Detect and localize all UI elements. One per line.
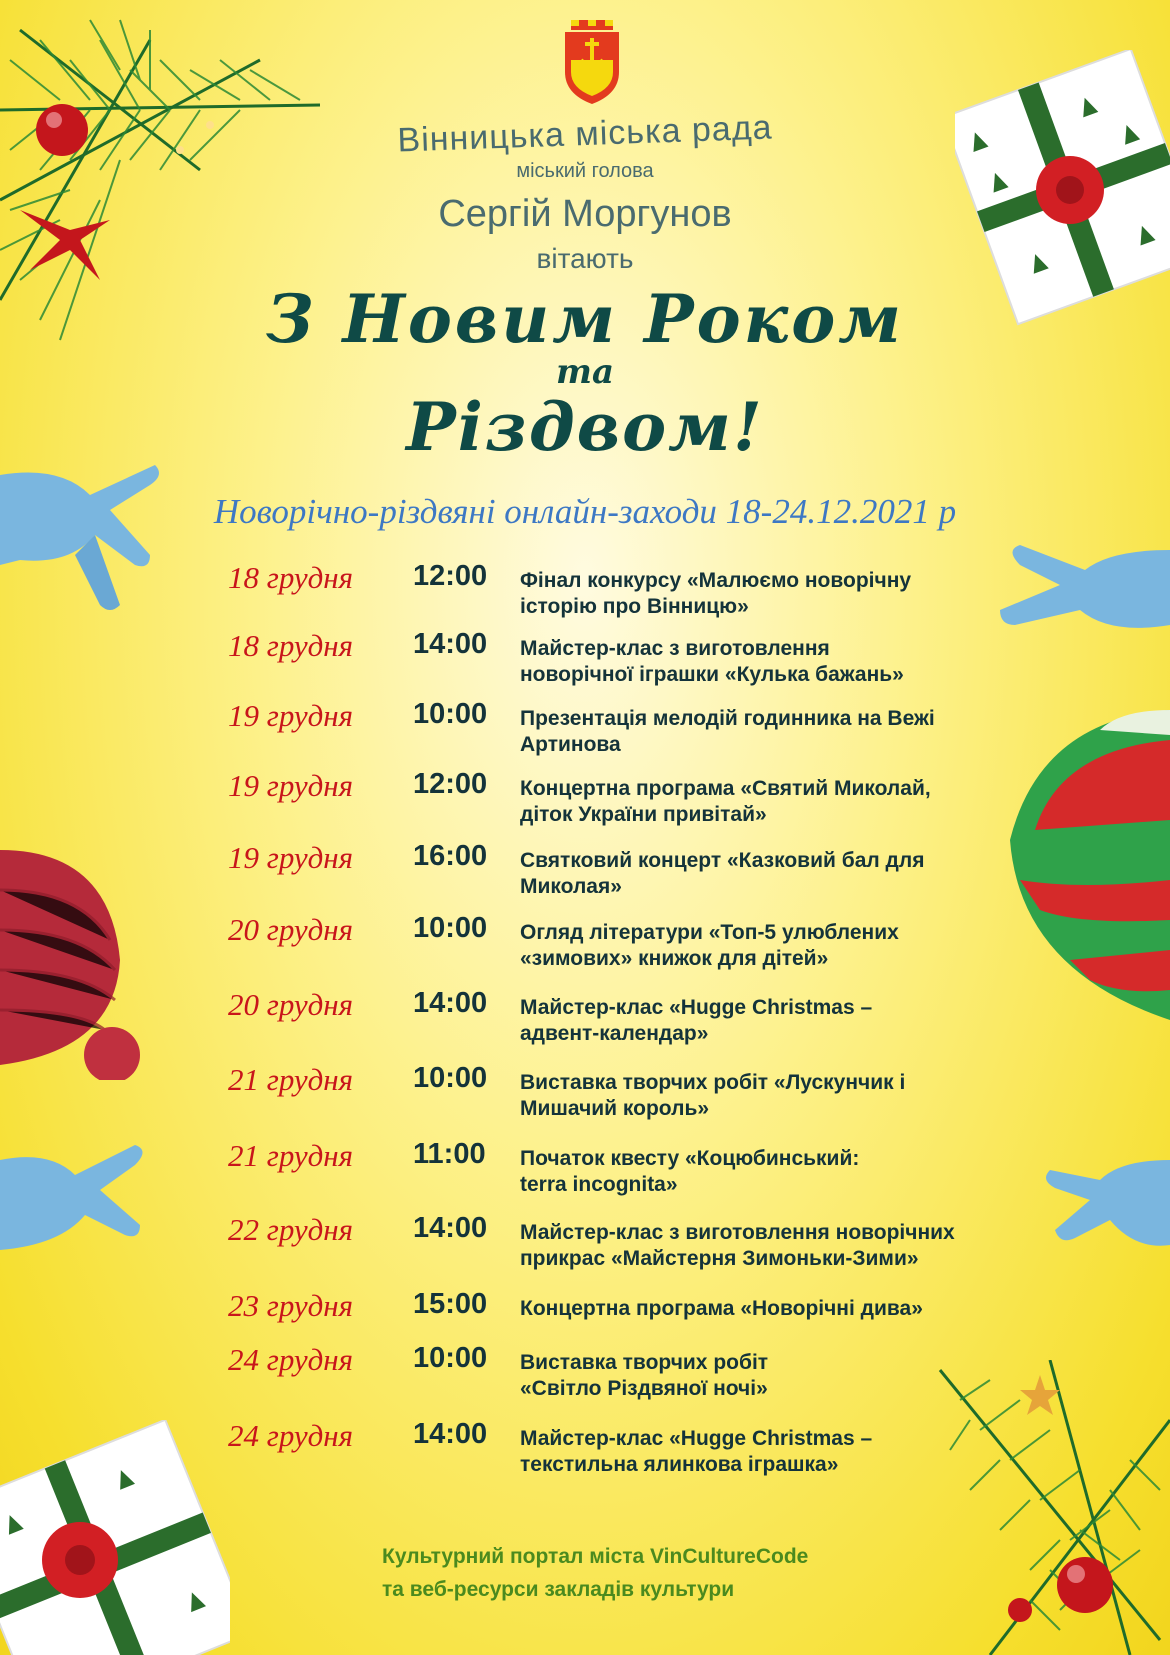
greeting-christmas: Різдвом! xyxy=(406,388,764,466)
event-description: Фінал конкурсу «Малюємо новорічну історію про Вінницю» xyxy=(520,569,912,618)
event-time: 15:00 xyxy=(413,1288,488,1320)
event-row xyxy=(0,698,1170,758)
event-time: 16:00 xyxy=(413,840,488,872)
event-time: 10:00 xyxy=(413,1342,488,1374)
event-time: 14:00 xyxy=(413,628,488,660)
greeting-new-year: З Новим Роком xyxy=(265,280,905,358)
event-description: Концертна програма «Новорічні дива» xyxy=(520,1297,923,1320)
event-time: 10:00 xyxy=(413,912,488,944)
event-row xyxy=(0,1342,1170,1402)
event-description: Святковий концерт «Казковий бал для Миколая» xyxy=(520,849,925,898)
event-row xyxy=(0,768,1170,828)
event-description: Презентація мелодій годинника на Вежі Артинова xyxy=(520,707,935,756)
event-time: 14:00 xyxy=(413,987,488,1019)
greeting-verb: вітають xyxy=(536,243,634,274)
event-description: Концертна програма «Святий Миколай, діток України привітай» xyxy=(520,777,931,826)
event-row xyxy=(0,1212,1170,1272)
event-description: Майстер-клас «Hugge Christmas – адвент-календар» xyxy=(520,996,873,1045)
event-date: 19 грудня xyxy=(228,840,354,875)
city-council-name: Вінницька міська рада xyxy=(396,108,774,160)
event-description: Майстер-клас «Hugge Christmas – текстильна ялинкова іграшка» xyxy=(520,1427,873,1476)
event-row xyxy=(0,840,1170,900)
event-date: 20 грудня xyxy=(228,912,354,947)
event-time: 12:00 xyxy=(413,560,488,592)
city-coat-of-arms-icon xyxy=(563,20,621,104)
event-row xyxy=(0,1138,1170,1198)
event-date: 24 грудня xyxy=(228,1418,354,1453)
event-date: 19 грудня xyxy=(228,768,354,803)
event-date: 24 грудня xyxy=(228,1342,354,1377)
footer-line-resources: та веб-ресурси закладів культури xyxy=(382,1578,735,1601)
mayor-name: Сергій Моргунов xyxy=(438,193,732,235)
event-description: Майстер-клас з виготовлення новорічних прикрас «Майстерня Зимоньки-Зими» xyxy=(520,1221,955,1270)
event-date: 20 грудня xyxy=(228,987,354,1022)
event-time: 14:00 xyxy=(413,1418,488,1450)
event-description: Майстер-клас з виготовлення новорічної іграшки «Кулька бажань» xyxy=(520,637,904,686)
footer xyxy=(382,1540,808,1606)
event-row xyxy=(0,912,1170,972)
event-date: 21 грудня xyxy=(228,1138,354,1173)
event-time: 12:00 xyxy=(413,768,488,800)
event-description: Огляд літератури «Топ-5 улюблених «зимових» книжок для дітей» xyxy=(520,921,899,970)
event-description: Виставка творчих робіт «Світло Різдвяної ночі» xyxy=(520,1351,769,1400)
greeting-and: та xyxy=(555,352,614,392)
event-description: Виставка творчих робіт «Лускунчик і Мишачий король» xyxy=(520,1071,906,1120)
events-title: Новорічно-різдвяні онлайн-заходи 18-24.12.2021 р xyxy=(213,492,957,531)
event-row xyxy=(0,560,1170,620)
event-row xyxy=(0,628,1170,688)
event-date: 19 грудня xyxy=(228,698,354,733)
event-row xyxy=(0,987,1170,1047)
footer-line-portal: Культурний портал міста VinCultureCode xyxy=(382,1545,809,1568)
event-row xyxy=(0,1062,1170,1122)
event-time: 10:00 xyxy=(413,1062,488,1094)
event-row xyxy=(0,1418,1170,1478)
event-date: 23 грудня xyxy=(228,1288,354,1323)
event-date: 18 грудня xyxy=(228,628,354,663)
event-description: Початок квесту «Коцюбинський: terra incognita» xyxy=(520,1147,860,1196)
event-date: 18 грудня xyxy=(228,560,354,595)
event-time: 11:00 xyxy=(413,1138,486,1170)
event-row xyxy=(0,1288,1170,1348)
mayor-title: міський голова xyxy=(516,160,654,182)
event-time: 10:00 xyxy=(413,698,488,730)
event-date: 22 грудня xyxy=(228,1212,354,1247)
christmas-branch-bottom-right-icon xyxy=(930,1360,1170,1655)
event-time: 14:00 xyxy=(413,1212,488,1244)
event-date: 21 грудня xyxy=(228,1062,354,1097)
